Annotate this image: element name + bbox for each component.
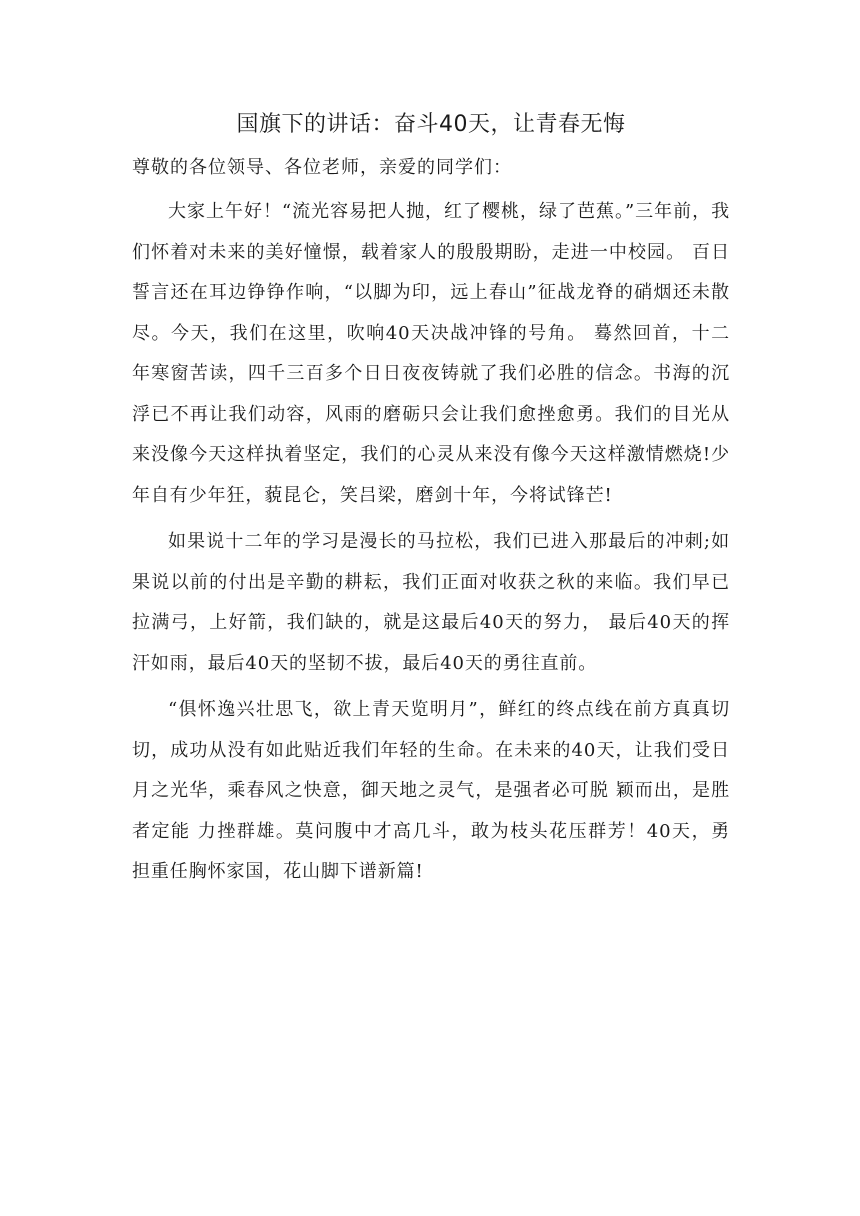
paragraph-1: 大家上午好！“流光容易把人抛，红了樱桃，绿了芭蕉。”三年前，我们怀着对未来的美好憧憬，载着家人的殷殷期盼，走进一中校园。 百日誓言还在耳边铮铮作响，“以脚为印，远上春山”征战龙脊的硝烟还未散尽。今天，我们在这里，吹响40天决战冲锋的号角。 蓦然回首，十二年寒窗苦读，四千三百多个日日夜夜铸就了我们必胜的信念。书海的沉浮已不再让我们动容，风雨的磨砺只会让我们愈挫愈勇。我们的目光从来没像今天这样执着坚定，我们的心灵从来没有像今天这样激情燃烧!少年自有少年狂，藐昆仑，笑吕梁，磨剑十年，今将试锋芒! xyxy=(132,201,730,506)
document-title: 国旗下的讲话：奋斗40天，让青春无悔 xyxy=(236,112,626,137)
paragraph-2: 如果说十二年的学习是漫长的马拉松，我们已进入那最后的冲刺;如果说以前的付出是辛勤的耕耘，我们正面对收获之秋的来临。我们早已拉满弓，上好箭，我们缺的，就是这最后40天的努力， 最后40天的挥汗如雨，最后40天的坚韧不拔，最后40天的勇往直前。 xyxy=(132,531,730,674)
salutation: 尊敬的各位领导、各位老师，亲爱的同学们： xyxy=(132,157,512,178)
paragraph-3: “俱怀逸兴壮思飞，欲上青天览明月”，鲜红的终点线在前方真真切切，成功从没有如此贴近我们年轻的生命。在未来的40天，让我们受日月之光华，乘春风之快意，御天地之灵气，是强者必可脱 颖而出，是胜者定能 力挫群雄。莫问腹中才高几斗，敢为枝头花压群芳！40天，勇担重任胸怀家国，花山脚下谱新篇! xyxy=(132,699,730,882)
